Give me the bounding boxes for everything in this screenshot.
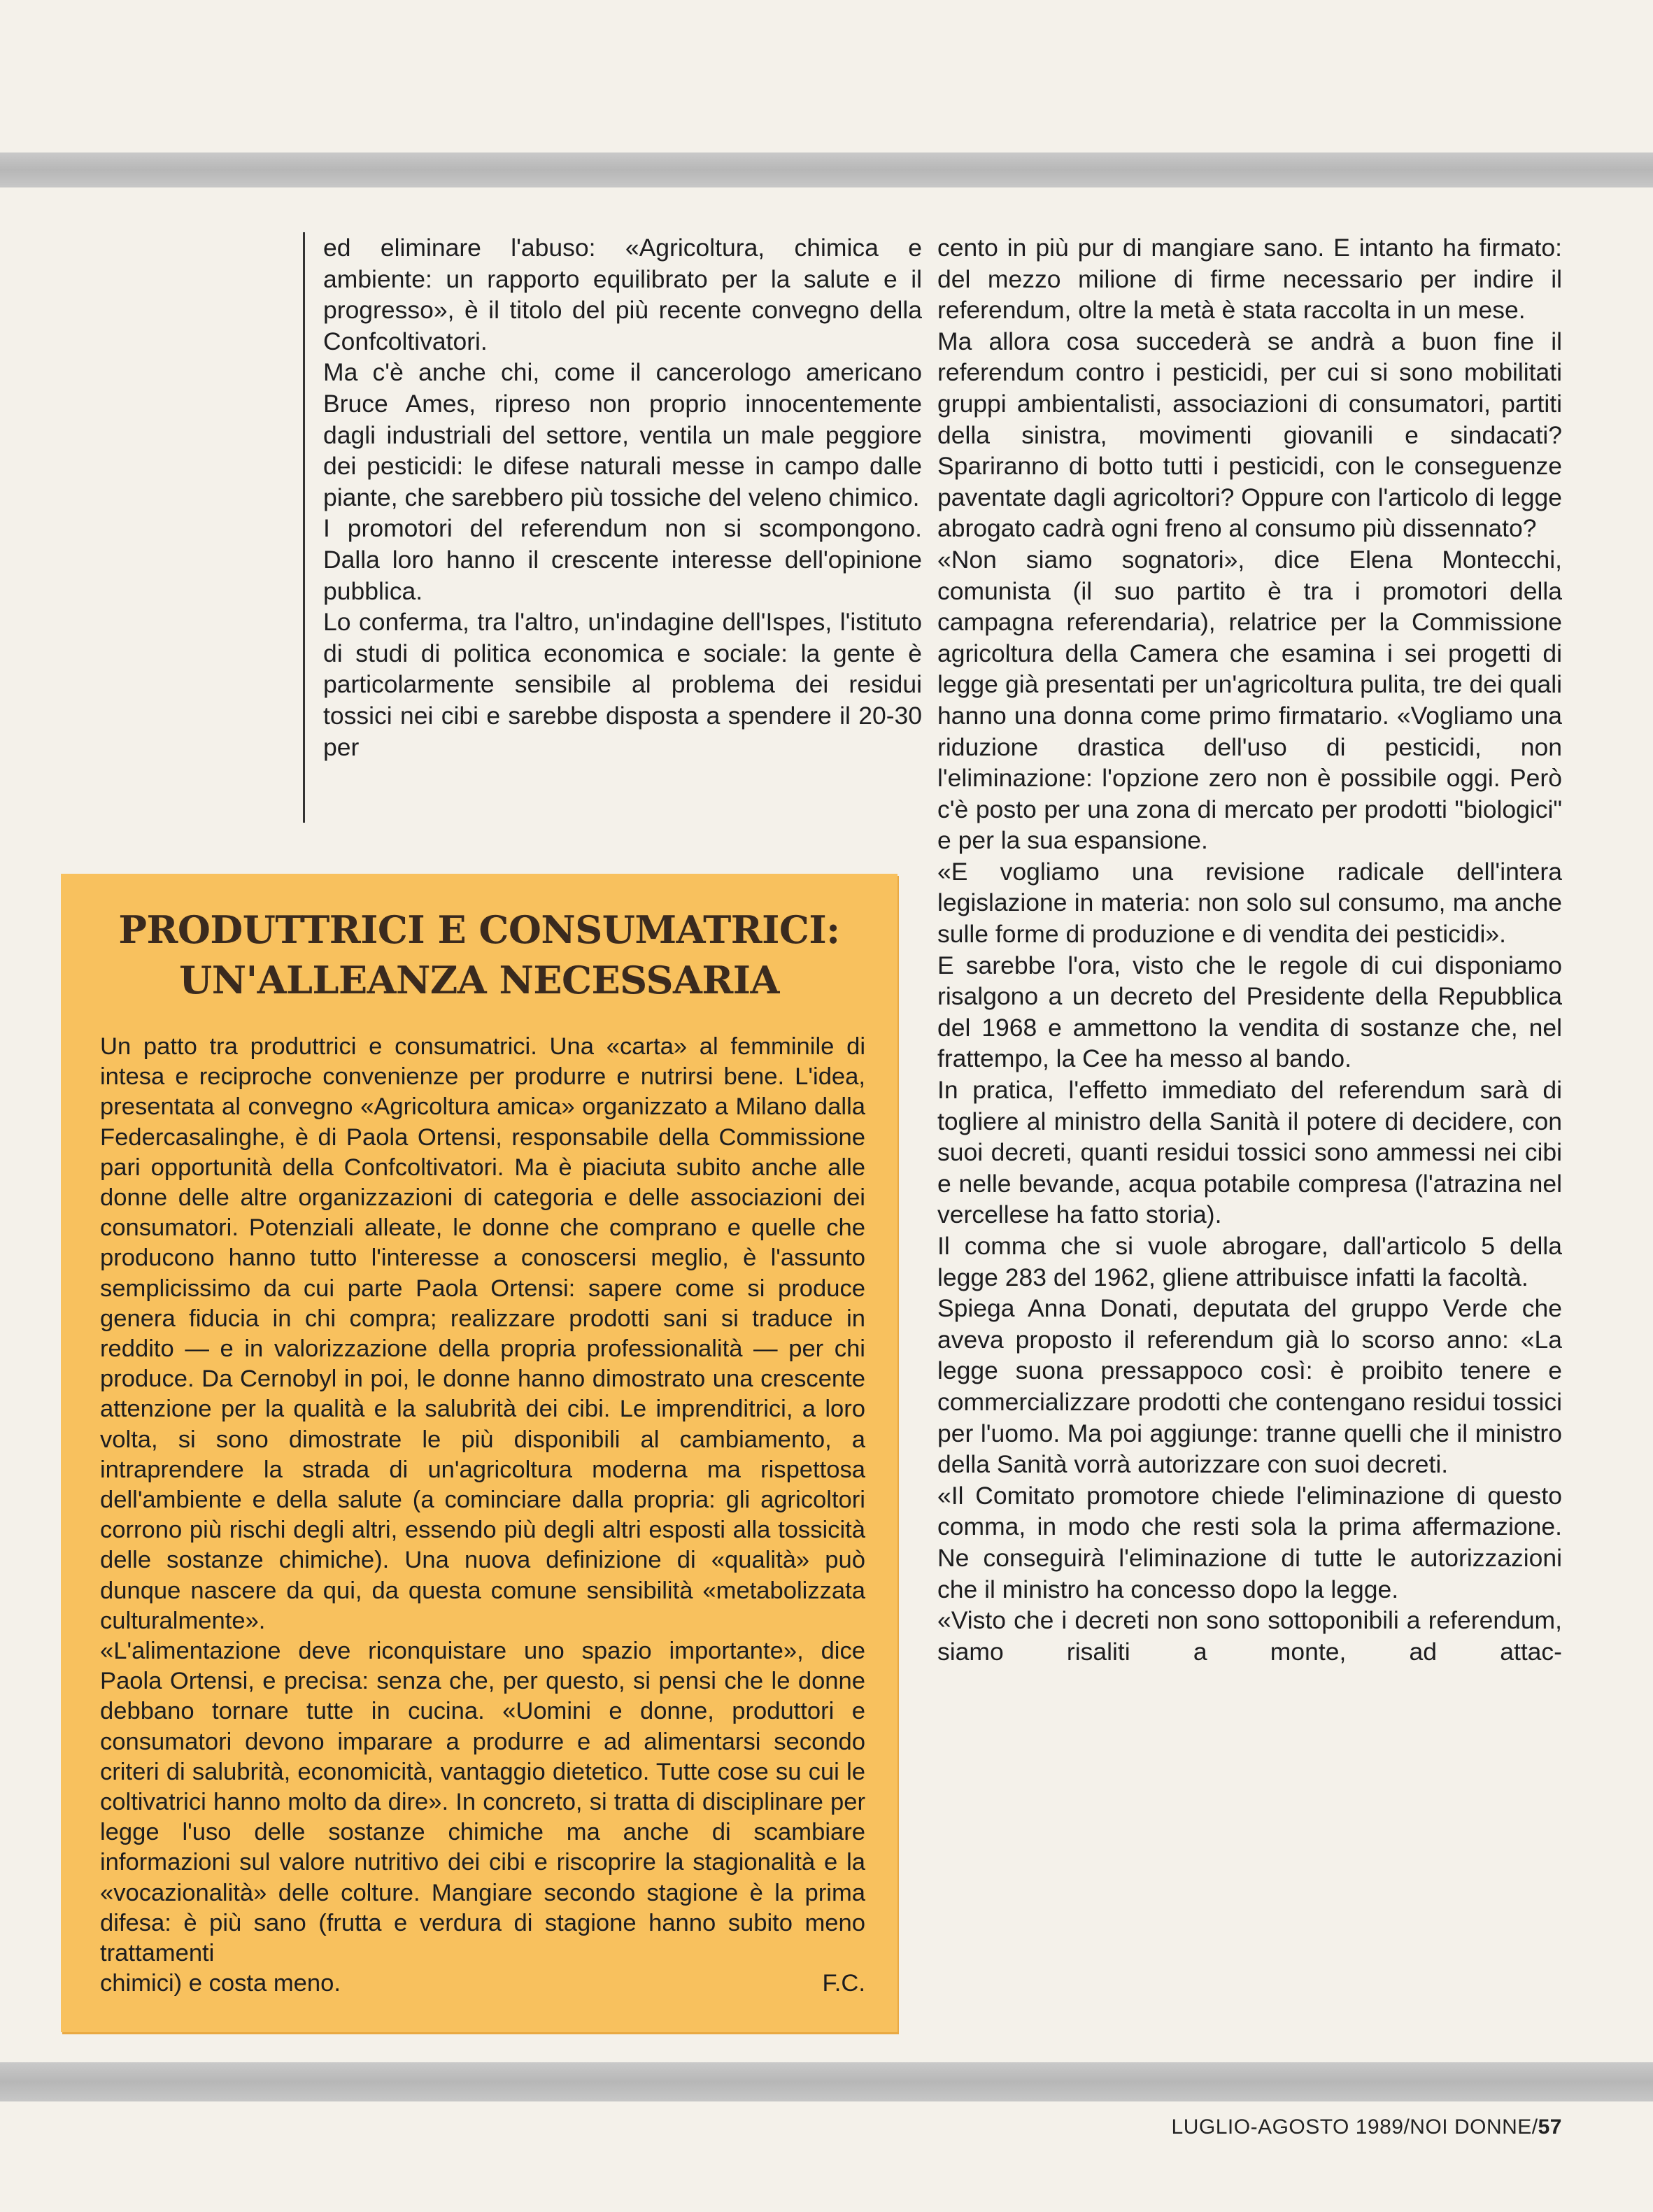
paragraph: «Il Comitato promotore chiede l'eliminazione di questo comma, in modo che resti sola la prima affermazione. Ne conseguirà l'eliminazione di tutte le autorizzazioni che il ministro ha concesso dopo la legge. [937, 1481, 1562, 1603]
article-column-left [303, 232, 922, 823]
box-title-line: UN'ALLEANZA NECESSARIA [179, 958, 779, 1002]
box-signature: F.C. [822, 1970, 865, 1997]
paragraph: Ma allora cosa succederà se andrà a buon fine il referendum contro i pesticidi, per cui si sono mobilitati gruppi ambientalisti, associazioni di consumatori, partiti della sinistra, movimenti giovanili e sindacati? Spariranno di botto tutti i pesticidi, con le conseguenze paventate dagli agricoltori? Oppure con l'articolo di legge abrogato cadrà ogni freno al consumo più dissennato? [937, 327, 1562, 543]
paragraph: «Visto che i decreti non sono sottoponibili a referendum, siamo risaliti a monte, ad attac- [937, 1606, 1562, 1666]
paragraph: Il comma che si vuole abrogare, dall'articolo 5 della legge 283 del 1962, gliene attribuisce infatti la facoltà. [937, 1232, 1562, 1291]
paragraph: cento in più pur di mangiare sano. E intanto ha firmato: del mezzo milione di firme necessario per indire il referendum, oltre la metà è stata raccolta in un mese. [937, 234, 1562, 325]
box-last-line: chimici) e costa meno. [100, 1970, 341, 1997]
paragraph: Ma c'è anche chi, come il cancerologo americano Bruce Ames, ripreso non proprio innocentemente dagli industriali del settore, ventila un male peggiore dei pesticidi: le difese naturali messe in campo dalle piante, che sarebbero più tossiche del veleno chimico. [323, 358, 922, 511]
box-paragraph: «L'alimentazione deve riconquistare uno spazio importante», dice Paola Ortensi, e precisa: senza che, per questo, si pensi che le donne debbano tornare tutte in cucina. «Uomini e donne, produttori e consumatori devono imparare a produrre e ad alimentarsi secondo criteri di salubrità, economicità, vantaggio dietetico. Tutte cose su cui le coltivatrici hanno molto da dire». In concreto, si tratta di disciplinare per legge l'uso delle sostanze chimiche ma anche di scambiare informazioni sul valore nutritivo dei cibi e riscoprire la stagionalità e la «vocazionalità» delle colture. Mangiare secondo stagione è la prima difesa: è più sano (frutta e verdura di stagione hanno subito meno trattamenti [100, 1638, 865, 1967]
paragraph: I promotori del referendum non si scompongono. Dalla loro hanno il crescente interesse dell'opinione pubblica. [323, 514, 922, 605]
page-folio [1172, 2115, 1562, 2139]
article-column-right [937, 232, 1562, 1667]
paragraph: Spiega Anna Donati, deputata del gruppo Verde che aveva proposto il referendum già lo scorso anno: «La legge suona pressappoco così: è proibito tenere e commercializzare prodotti che contengano residui tossici per l'uomo. Ma poi aggiunge: tranne quelli che il ministro della Sanità vorrà autorizzare con suoi decreti. [937, 1294, 1562, 1479]
paragraph: Lo conferma, tra l'altro, un'indagine dell'Ispes, l'istituto di studi di politica economica e sociale: la gente è particolarmente sensibile al problema dei residui tossici nei cibi e sarebbe disposta a spendere il 20-30 per [323, 608, 922, 761]
box-body [100, 1032, 865, 1999]
box-paragraph: Un patto tra produttrici e consumatrici. Una «carta» al femminile di intesa e reciproche convenienze per produrre e nutrirsi bene. L'idea, presentata al convegno «Agricoltura amica» organizzato a Milano dalla Federcasalinghe, è di Paola Ortensi, responsabile della Commissione pari opportunità della Confcoltivatori. Ma è piaciuta subito anche alle donne delle altre organizzazioni di categoria e delle associazioni dei consumatori. Potenziali alleate, le donne che comprano e quelle che producono hanno tutto l'interesse a conoscersi meglio, è l'assunto semplicissimo da cui parte Paola Ortensi: sapere come si produce genera fiducia in chi compra; realizzare prodotti sani si traduce in reddito — e in valorizzazione della propria professionalità — per chi produce. Da Cernobyl in poi, le donne hanno dimostrato una crescente attenzione per la qualità e la salubrità dei cibi. Le imprenditrici, a loro volta, si sono dimostrate le più disponibili al cambiamento, a intraprendere la strada di un'agricoltura moderna ma rispettosa dell'ambiente e della salute (a cominciare dalla propria: gli agricoltori corrono più rischi degli altri, essendo più degli altri esposti alla tossicità delle sostanze chimiche). Una nuova definizione di «qualità» può dunque nascere da qui, da questa comune sensibilità «metabolizzata culturalmente». [100, 1033, 865, 1634]
box-closing-line [100, 1969, 865, 1999]
page-number: 57 [1538, 2115, 1562, 2139]
paragraph: «E vogliamo una revisione radicale dell'intera legislazione in materia: non solo sul consumo, ma anche sulle forme di produzione e di vendita dei pesticidi». [937, 857, 1562, 949]
top-gray-band [0, 153, 1653, 187]
issue-label: LUGLIO-AGOSTO 1989/NOI DONNE/ [1171, 2115, 1538, 2139]
box-title-line: PRODUTTRICI E CONSUMATRICI: [118, 907, 840, 952]
paragraph: «Non siamo sognatori», dice Elena Montecchi, comunista (il suo partito è tra i promotori della campagna referendaria), relatrice per la Commissione agricoltura della Camera che esamina i sei progetti di legge già presentati per un'agricoltura pulita, tre dei quali hanno una donna come primo firmatario. «Vogliamo una riduzione drastica dell'uso di pesticidi, non l'eliminazione: l'opzione zero non è possibile oggi. Però c'è posto per una zona di mercato per prodotti "biologici" e per la sua espansione. [937, 545, 1562, 855]
paragraph: E sarebbe l'ora, visto che le regole di cui disponiamo risalgono a un decreto del Presidente della Repubblica del 1968 e ammettono la vendita di sostanze che, nel frattempo, la Cee ha messo al bando. [937, 951, 1562, 1073]
paragraph: ed eliminare l'abuso: «Agricoltura, chimica e ambiente: un rapporto equilibrato per la salute e il progresso», è il titolo del più recente convegno della Confcoltivatori. [323, 234, 922, 355]
paragraph: In pratica, l'effetto immediato del referendum sarà di togliere al ministro della Sanità il potere di decidere, con suoi decreti, quanti residui tossici sono ammessi nei cibi e nelle bevande, acqua potabile compresa (l'atrazina nel vercellese ha fatto storia). [937, 1076, 1562, 1229]
sidebar-box [61, 874, 898, 2032]
bottom-gray-band [0, 2062, 1653, 2101]
box-title [61, 905, 898, 1005]
